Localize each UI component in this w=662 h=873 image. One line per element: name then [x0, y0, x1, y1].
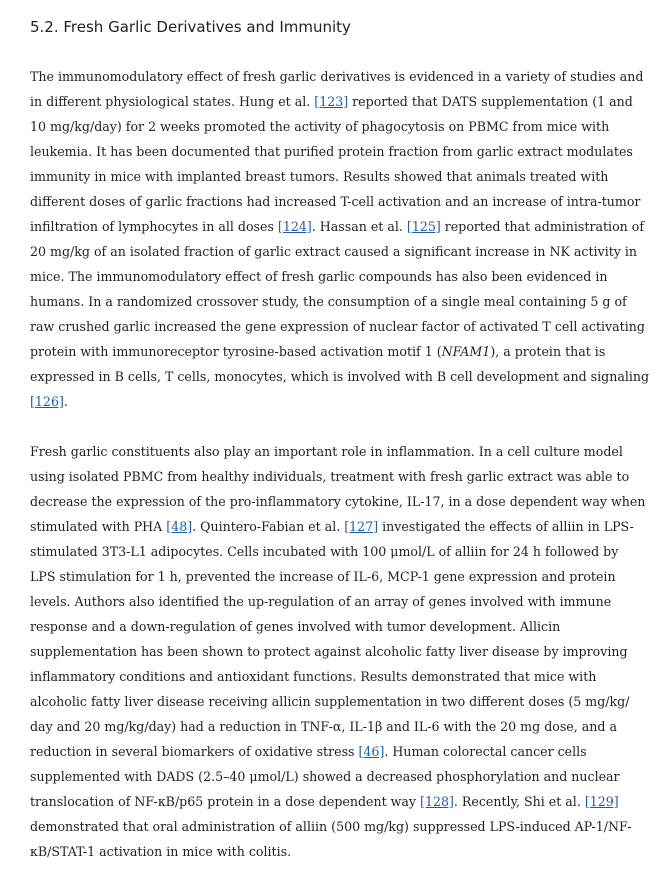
text-line: mice. The immunomodulatory effect of fresh garlic compounds has also been evidenced in [30, 269, 608, 284]
text-line: humans. In a randomized crossover study, the consumption of a single meal containing 5 g of [30, 294, 627, 309]
text-segment: infiltration of lymphocytes in all doses [30, 219, 278, 234]
text-segment: ), a protein that is [490, 344, 606, 359]
text-line: The immunomodulatory effect of fresh garlic derivatives is evidenced in a variety of studies and [30, 69, 644, 84]
citation-link-125[interactable]: [125] [406, 219, 441, 234]
text-line: inflammatory conditions and antioxidant functions. Results demonstrated that mice with [30, 669, 597, 684]
text-segment: . Quintero-Fabian et al. [192, 519, 345, 534]
citation-link-123[interactable]: [123] [314, 94, 349, 109]
paragraph-inflammation [30, 439, 650, 864]
citation-link-129[interactable]: [129] [584, 794, 619, 809]
text-segment: reported that DATS supplementation (1 and [348, 94, 633, 109]
text-line: levels. Authors also identified the up-regulation of an array of genes involved with immune [30, 594, 612, 609]
text-segment: . [63, 394, 68, 409]
text-line: leukemia. It has been documented that purified protein fraction from garlic extract modulates [30, 144, 633, 159]
text-line: LPS stimulation for 1 h, prevented the increase of IL-6, MCP-1 gene expression and protein [30, 569, 616, 584]
text-line: supplemented with DADS (2.5–40 μmol/L) showed a decreased phosphorylation and nuclear [30, 769, 620, 784]
text-line [30, 389, 650, 414]
citation-link-126[interactable]: [126] [30, 394, 64, 409]
text-line [30, 214, 650, 239]
text-line: alcoholic fatty liver disease receiving allicin supplementation in two different doses (5 mg/kg/ [30, 694, 630, 709]
text-line [30, 514, 650, 539]
text-line: expressed in B cells, T cells, monocytes, which is involved with B cell development and signaling [30, 369, 650, 384]
text-line: immunity in mice with implanted breast tumors. Results showed that animals treated with [30, 169, 609, 184]
text-line: day and 20 mg/kg/day) had a reduction in TNF-α, IL-1β and IL-6 with the 20 mg dose, and a [30, 719, 617, 734]
text-line: demonstrated that oral administration of alliin (500 mg/kg) suppressed LPS-induced AP-1/NF- [30, 819, 632, 834]
paragraph-immunity [30, 64, 650, 414]
text-segment: . Hassan et al. [311, 219, 407, 234]
text-segment: reduction in several biomarkers of oxidative stress [30, 744, 359, 759]
text-line: different doses of garlic fractions had increased T-cell activation and an increase of intra-tumor [30, 194, 641, 209]
text-line [30, 89, 650, 114]
text-line: response and a down-regulation of genes involved with tumor development. Allicin [30, 619, 561, 634]
text-line: stimulated 3T3-L1 adipocytes. Cells incubated with 100 μmol/L of alliin for 24 h followed by [30, 544, 619, 559]
text-line: using isolated PBMC from healthy individuals, treatment with fresh garlic extract was able to [30, 469, 630, 484]
text-segment: protein with immunoreceptor tyrosine-based activation motif 1 ( [30, 344, 442, 359]
gene-name: NFAM1 [441, 344, 491, 359]
citation-link-46[interactable]: [46] [358, 744, 385, 759]
text-segment: . Human colorectal cancer cells [384, 744, 587, 759]
citation-link-48[interactable]: [48] [166, 519, 193, 534]
text-line: κB/STAT-1 activation in mice with colitis. [30, 844, 292, 859]
citation-link-127[interactable]: [127] [344, 519, 379, 534]
text-line: supplementation has been shown to protect against alcoholic fatty liver disease by improving [30, 644, 628, 659]
text-segment: in different physiological states. Hung et al. [30, 94, 315, 109]
citation-link-128[interactable]: [128] [420, 794, 454, 809]
text-line [30, 789, 650, 814]
text-line [30, 339, 650, 364]
text-segment: . Recently, Shi et al. [453, 794, 585, 809]
text-line: 20 mg/kg of an isolated fraction of garlic extract caused a significant increase in NK activity in [30, 244, 638, 259]
text-segment: stimulated with PHA [30, 519, 167, 534]
text-segment: reported that administration of [440, 219, 645, 234]
citation-link-124[interactable]: [124] [277, 219, 312, 234]
text-line: decrease the expression of the pro-inflammatory cytokine, IL-17, in a dose dependent way when [30, 494, 646, 509]
text-line: Fresh garlic constituents also play an important role in inflammation. In a cell culture model [30, 444, 623, 459]
text-segment: translocation of NF-κB/p65 protein in a dose dependent way [30, 794, 421, 809]
text-line [30, 739, 650, 764]
text-line: 10 mg/kg/day) for 2 weeks promoted the activity of phagocytosis on PBMC from mice with [30, 119, 610, 134]
section-heading: 5.2. Fresh Garlic Derivatives and Immunity [30, 18, 351, 36]
text-line: raw crushed garlic increased the gene expression of nuclear factor of activated T cell activating [30, 319, 645, 334]
text-segment: investigated the effects of alliin in LPS- [378, 519, 634, 534]
